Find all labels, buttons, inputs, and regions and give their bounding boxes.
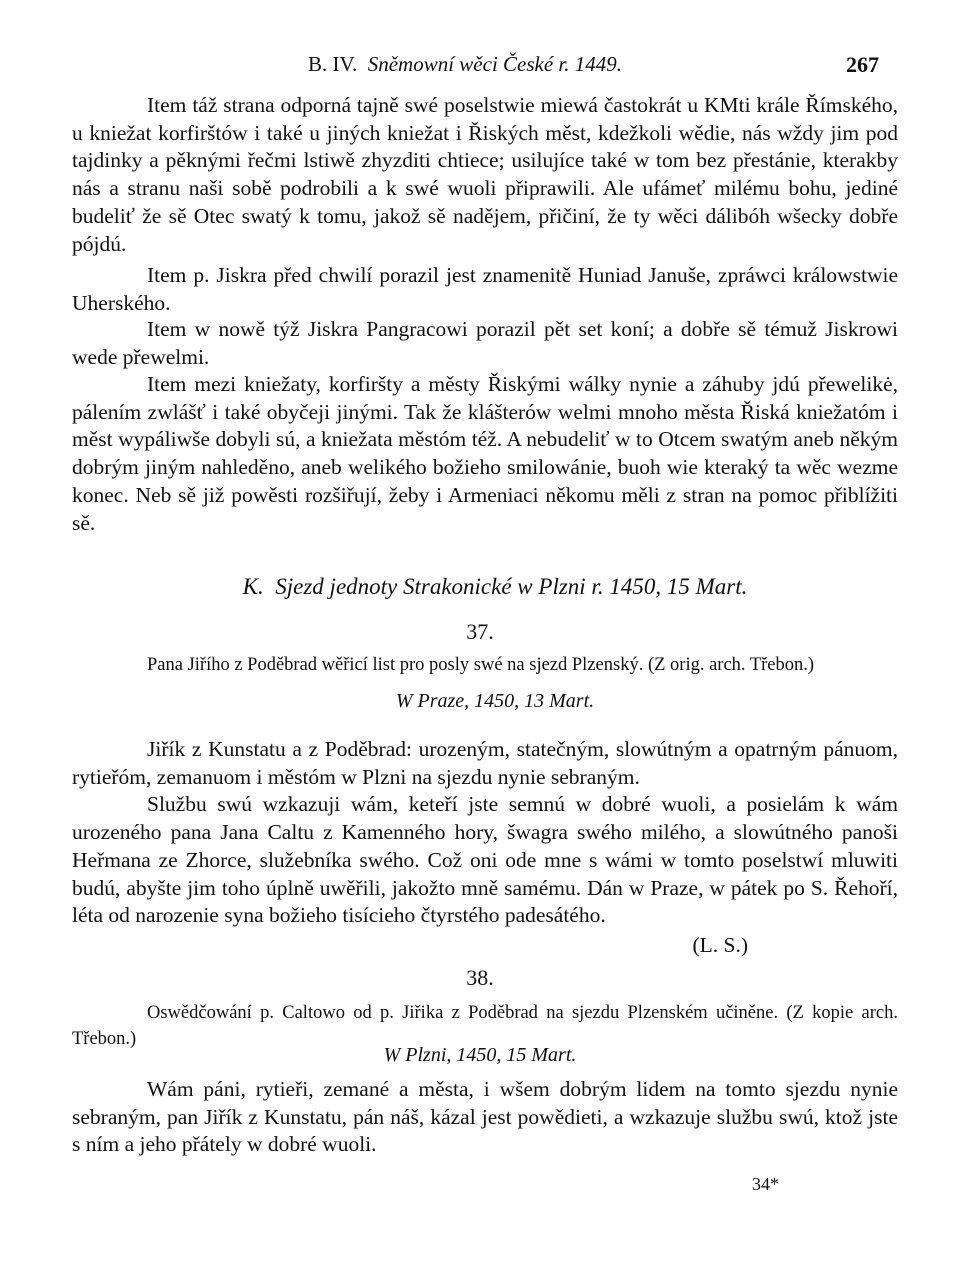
summary-text: Oswědčowání p. Caltowo od p. Jiřika z Poděbrad na sjezdu Plzenském učiněne. (Z kopie arch. Třebon.) xyxy=(72,1003,898,1049)
paragraph-text: Item mezi kniežaty, korfiršty a městy Řiskými wálky nynie a záhuby jdú přewelikė, pálením zwlášť i také obyčeji jinými. Tak že klášterów welmi mnoho města Řiská kniežatóm i měst wypáliwše dobyli sú, a kniežata městóm též. A nebudeliť w to Otcem swatým aneb někým dobrým jiným nahleděno, aneb welikého božieho smilowánie, buoh wie kteraký ta wěc wezme konec. Neb sě již powěsti rozšiřují, žeby i Armeniaci někomu měli z stran na pomoc přiblížiti sě. xyxy=(72,372,898,535)
dateline-38: W Plzni, 1450, 15 Mart. xyxy=(383,1044,577,1066)
running-title-text: Sněmowní wěci České r. 1449. xyxy=(367,52,623,76)
document-body-37 xyxy=(72,736,898,930)
summary-text: Pana Jiřího z Poděbrad wěřicí list pro posly swé na sjezd Plzenský. (Z orig. arch. Třebon.) xyxy=(147,655,815,675)
paragraph-1449-4 xyxy=(72,371,898,537)
dateline-37: W Praze, 1450, 13 Mart. xyxy=(395,690,595,712)
section-heading xyxy=(0,574,960,600)
document-number-37: 37. xyxy=(466,619,494,644)
seal-mark: (L. S.) xyxy=(692,933,748,957)
paragraph-text: Službu swú wzkazuji wám, keteří jste semnú w dobré wuoli, a posielám k wám urozeného pana Jana Caltu z Kamenného hory, šwagra swého milého, a slowútného panoši Heřmana ze Zhorce, služebníka swého. Což oni ode mne s wámi w tomto poselstwí mluwiti budú, abyšte jim toho úplně uwěřili, jakožto mně samému. Dán w Praze, w pátek po S. Řehoří, léta od narozenie syna božieho tisícieho čtyrstého padesátého. xyxy=(72,792,898,928)
running-title xyxy=(308,52,622,77)
section-title: Sjezd jednoty Strakonické w Plzni r. 1450, 15 Mart. xyxy=(275,574,748,599)
document-number-38: 38. xyxy=(466,965,494,990)
paragraph-1449-1 xyxy=(72,92,898,258)
book-label: B. IV. xyxy=(308,52,358,76)
paragraph-text: Item p. Jiskra před chwilí porazil jest znamenitě Huniad Januše, zpráwci králowstwie Uherského. xyxy=(72,263,898,315)
paragraph-text: Wám páni, rytieři, zemané a města, i wšem dobrým lidem na tomto sjezdu nynie sebraným, pan Jiřík z Kunstatu, pán náš, kázal jest powědieti, a wzkazuje službu swú, ktož jste s ním a jeho přátely w dobré wuoli. xyxy=(72,1077,898,1157)
page-number: 267 xyxy=(846,52,879,77)
document-summary-37 xyxy=(72,652,898,678)
paragraph-text: Item w nowě týž Jiskra Pangracowi porazil pět set koní; a dobře sě témuž Jiskrowi wede přewelmi. xyxy=(72,317,898,369)
folio-signature: 34* xyxy=(752,1174,779,1195)
running-header xyxy=(0,52,960,82)
paragraph-1449-3 xyxy=(72,316,898,371)
paragraph-1449-2 xyxy=(72,262,898,317)
paragraph-text: Jiřík z Kunstatu a z Poděbrad: urozeným, statečným, slowútným a opatrným pánuom, rytieřóm, zemanuom i městóm w Plzni na sjezdu nynie sebraným. xyxy=(72,737,898,789)
paragraph-text: Item táž strana odporná tajně swé poselstwie miewá častokrát u KMti krále Římského, u kniežat korfirštów i také u jiných kniežat i Řiských měst, kdežkoli wědie, nás wždy jim pod tajdinky a pěknými řečmi lstiwě zhyzditi chtiece; usilujíce také w tom bez přestánie, kterakby nás a stranu naši sobě podrobili a k swé wuoli připrawili. Ale ufámeť milému bohu, jediné budeliť že sě Otec swatý k tomu, jakož sě nadějem, přičiní, že ty wěci dálibóh wšecky dobře pójdú. xyxy=(72,93,898,256)
section-letter: K. xyxy=(242,574,264,599)
document-body-38 xyxy=(72,1076,898,1195)
